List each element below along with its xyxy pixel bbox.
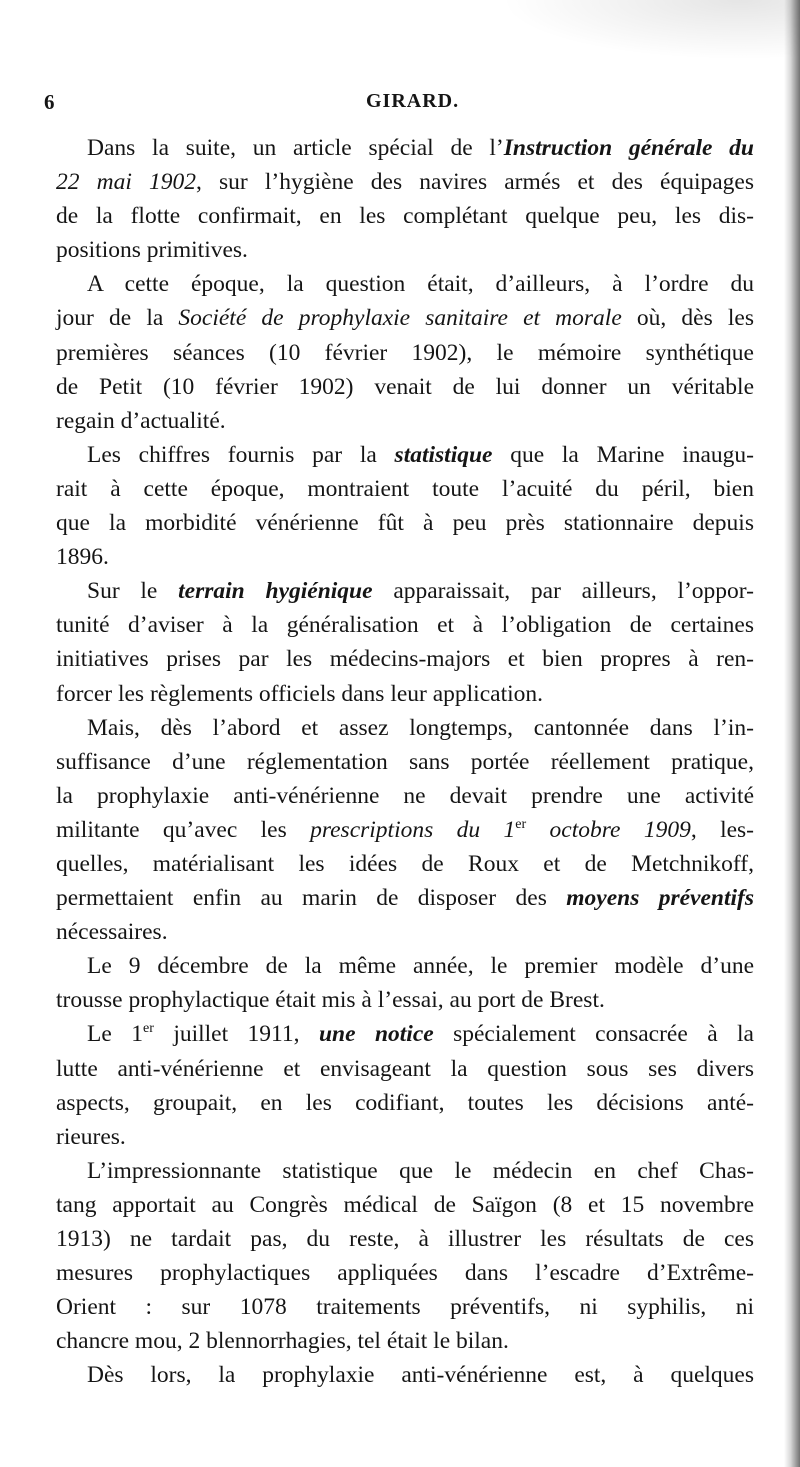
text-run: que la Marine inaugu- [492,441,754,468]
emphasis-run: Instruction générale du [503,135,754,161]
text-run: rait à cette époque, montraient toute l’acuité du péril, bien [56,475,754,502]
text-run: initiatives prises par les médecins-majors et bien propres à ren- [56,646,754,673]
text-line [56,881,754,915]
text-line [56,608,754,642]
text-run: trousse prophylactique était mis à l’essai, au port de Brest. [56,987,605,1014]
text-run: tang apportait au Congrès médical de Saïgon (8 et 15 novembre [56,1191,754,1218]
text-line [56,540,754,574]
text-run: 1913) ne tardait pas, du reste, à illustrer les résultats de ces [56,1226,754,1252]
text-line [56,1358,754,1392]
text-line [56,813,754,847]
text-run: mesures prophylactiques appliquées dans l’escadre d’Extrême- [56,1260,754,1287]
text-line [56,1154,754,1188]
text-run: juillet 1911, [153,1021,319,1048]
text-run: permettaient enfin au marin de disposer des [56,885,567,912]
text-line [56,915,754,949]
page-shadow-top [500,0,800,60]
text-run: Orient : sur 1078 traitements préventifs, ni syphilis, ni [56,1294,754,1321]
emphasis-run: Société de prophylaxie sanitaire et morale [178,305,622,332]
running-head-title: GIRARD. [366,90,460,112]
text-run: Les chiffres fournis par la [87,441,395,468]
text-line [56,779,754,813]
text-line [56,1120,754,1154]
text-line [56,949,754,983]
text-line [56,1188,754,1222]
text-run: militante qu’avec les [56,816,311,843]
text-run: quelles, matérialisant les idées de Roux et de Metchnikoff, [56,850,754,877]
text-line [56,1324,754,1358]
body-text [56,131,754,1392]
text-run: lutte anti-vénérienne et envisageant la question sous ses divers [56,1055,754,1082]
text-run: de Petit (10 février 1902) venait de lui donner un véritable [56,373,754,400]
emphasis-run: octobre 1909 [526,816,691,843]
running-header [44,90,752,120]
text-run: la prophylaxie anti-vénérienne ne devait prendre une activité [56,782,754,809]
text-run: Le 9 décembre de la même année, le premier modèle d’une [87,953,754,980]
emphasis-run: moyens préventifs [566,885,755,912]
text-line [56,1017,754,1051]
text-run: suffisance d’une réglementation sans portée réellement pratique, [56,748,754,775]
text-line [56,370,754,404]
text-line [56,404,754,438]
emphasis-run: 22 mai 1902 [56,169,197,196]
text-run: Dès lors, la prophylaxie anti-vénérienne est, à quelques [87,1362,754,1389]
text-line [56,1290,754,1324]
text-line [56,165,754,199]
text-run: aspects, groupait, en les codifiant, toutes les décisions anté- [56,1089,754,1116]
text-line [56,1086,754,1120]
text-run: chancre mou, 2 blennorrhagies, tel était le bilan. [56,1328,509,1355]
text-line [56,1052,754,1086]
text-run: regain d’actualité. [56,407,226,434]
text-line [56,574,754,608]
text-run: L’impressionnante statistique que le médecin en chef Chas- [87,1157,754,1184]
superscript: er [515,816,527,833]
text-line [56,233,754,267]
text-run: forcer les règlements officiels dans leur application. [56,680,544,707]
text-run: de la flotte confirmait, en les complétant quelque peu, les dis- [56,203,754,230]
text-line [56,267,754,301]
text-run: Mais, dès l’abord et assez longtemps, cantonnée dans l’in- [87,714,754,741]
text-run: A cette époque, la question était, d’ailleurs, à l’ordre du [87,271,754,298]
text-line [56,1222,754,1256]
text-run: nécessaires. [56,919,168,946]
text-run: premières séances (10 février 1902), le mémoire synthétique [56,339,754,366]
text-line [56,301,754,335]
text-run: 1896. [56,544,109,571]
emphasis-run: terrain hygiénique [178,578,373,605]
emphasis-run: prescriptions du 1 [310,816,516,843]
text-line [56,642,754,676]
text-run: où, dès les [621,305,754,332]
text-line [56,711,754,745]
text-run: Le 1 [87,1021,143,1048]
text-run: spécialement consacrée à la [433,1021,754,1048]
text-line [56,199,754,233]
text-line [56,983,754,1017]
text-run: apparaissait, par ailleurs, l’oppor- [372,578,754,605]
text-line [56,336,754,370]
text-run: , les- [690,816,754,843]
text-run: Sur le [87,578,179,605]
text-line [56,472,754,506]
text-line [56,131,754,165]
text-run: que la morbidité vénérienne fût à peu près stationnaire depuis [56,510,754,537]
text-line [56,847,754,881]
text-run: rieures. [56,1123,126,1150]
text-run: , sur l’hygiène des navires armés et des équipages [196,169,755,196]
text-line [56,506,754,540]
page-edge-shadow [784,0,800,1467]
page-number: 6 [44,90,55,114]
superscript: er [142,1020,154,1037]
emphasis-run: statistique [394,441,493,468]
text-run: jour de la [56,305,179,332]
text-run: positions primitives. [56,237,248,264]
text-run: tunité d’aviser à la généralisation et à l’obligation de certaines [56,612,754,639]
text-run: Dans la suite, un article spécial de l’ [87,135,504,161]
emphasis-run: une notice [318,1021,434,1048]
text-line [56,745,754,779]
text-line [56,677,754,711]
text-line [56,438,754,472]
text-line [56,1256,754,1290]
